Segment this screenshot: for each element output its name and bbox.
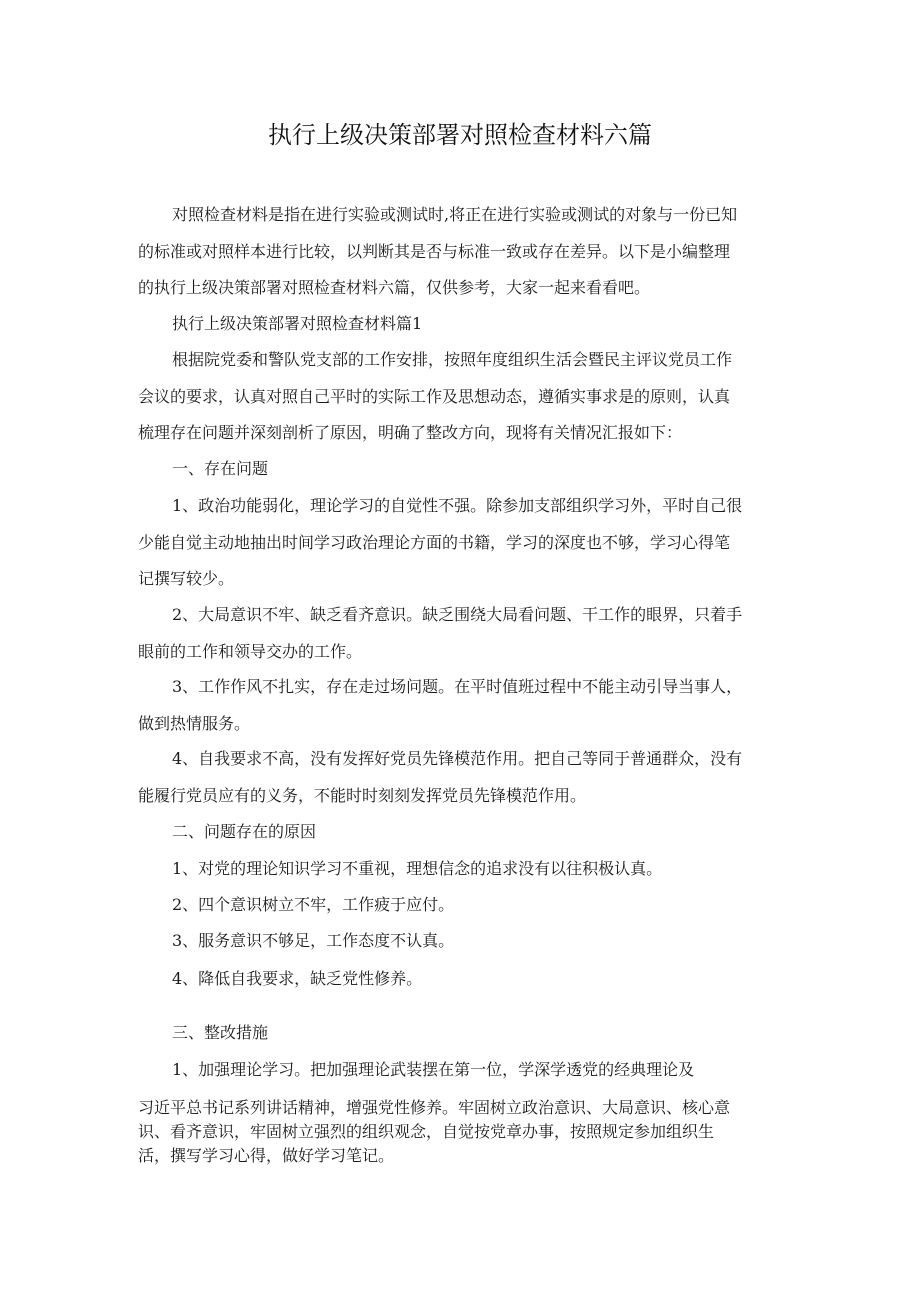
section-heading [138,306,780,343]
paragraph-line: 梳理存在问题并深刻剖析了原因，明确了整改方向，现将有关情况汇报如下： [138,423,683,442]
paragraph-line: 识、看齐意识，牢固树立强烈的组织观念，自觉按党章办事，按照规定参加组织生 [138,1122,715,1141]
paragraph-line: 3、工作作风不扎实，存在走过场问题。在平时值班过程中不能主动引导当事人， [172,677,743,696]
intro-line: 的执行上级决策部署对照检查材料六篇，仅供参考，大家一起来看看吧。 [138,278,651,297]
paragraph-line: 少能自觉主动地抽出时间学习政治理论方面的书籍，学习的深度也不够，学习心得笔 [138,532,731,552]
cause-item [138,961,780,998]
paragraph-line: 根据院党委和警队党支部的工作安排，按照年度组织生活会暨民主评议党员工作 [172,350,733,369]
cause-item [138,851,780,888]
paragraph-line: 1、政治功能弱化，理论学习的自觉性不强。除参加支部组织学习外，平时自己很 [172,496,743,515]
paragraph-line: 记撰写较少。 [138,569,235,588]
measure-continuation [138,1096,780,1168]
measure-item [138,1052,780,1089]
paragraph-line: 3、服务意识不够足，工作态度不认真。 [172,931,455,950]
heading-text: 二、问题存在的原因 [172,822,317,841]
paragraph-line: 习近平总书记系列讲话精神，增强党性修养。牢固树立政治意识、大局意识、核心意 [138,1098,731,1117]
paragraph-line: 活，撰写学习心得，做好学习笔记。 [138,1146,395,1165]
heading-text: 一、存在问题 [172,459,269,478]
paragraph-line: 做到热情服务。 [138,713,251,733]
paragraph-line: 1、加强理论学习。把加强理论武装摆在第一位，学深学透党的经典理论及 [172,1060,695,1079]
heading-text: 三、整改措施 [172,1023,269,1042]
issue-item [138,488,780,598]
section-heading-text: 执行上级决策部署对照检查材料篇1 [172,314,423,333]
intro-line: 的标准或对照样本进行比较，以判断其是否与标准一致或存在差异。以下是小编整理 [138,241,731,261]
paragraph-line: 眼前的工作和领导交办的工作。 [138,641,363,661]
heading-measures [138,1015,780,1052]
issue-item [138,741,780,814]
paragraph-line: 能履行党员应有的义务，不能时时刻刻发挥党员先锋模范作用。 [138,785,587,805]
cause-item [138,923,780,960]
intro-line: 对照检查材料是指在进行实验或测试时,将正在进行实验或测试的对象与一份已知 [172,205,738,224]
heading-issues [138,451,780,488]
cause-item [138,887,780,924]
issue-item [138,669,780,742]
paragraph-line: 4、自我要求不高，没有发挥好党员先锋模范作用。把自己等同于普通群众，没有 [172,749,743,768]
heading-causes [138,814,780,851]
body-paragraph [138,342,780,452]
issue-item [138,597,780,670]
paragraph-line: 2、四个意识树立不牢，工作疲于应付。 [172,895,455,914]
document-title: 执行上级决策部署对照检查材料六篇 [268,121,652,149]
paragraph-line: 1、对党的理论知识学习不重视，理想信念的追求没有以往积极认真。 [172,859,663,878]
intro-paragraph [138,197,780,307]
paragraph-line: 会议的要求，认真对照自己平时的实际工作及思想动态，遵循实事求是的原则，认真 [138,386,731,406]
paragraph-line: 4、降低自我要求，缺乏党性修养。 [172,969,423,988]
paragraph-line: 2、大局意识不牢、缺乏看齐意识。缺乏围绕大局看问题、干工作的眼界，只着手 [172,605,743,624]
